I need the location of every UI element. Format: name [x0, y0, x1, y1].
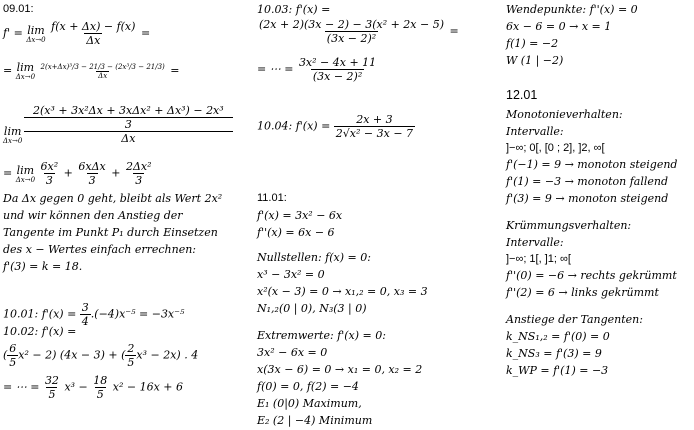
eq-1003-line1: $\frac{\text{(2x + 2)(3x − 2) − 3(x² + 2x − 5)}}{\text{(3x − 2)²}}$ =: [259, 18, 459, 45]
lim-operator: lim Δx→0: [26, 23, 46, 44]
tangent-slope: k_NS₁,₂ = f'(0) = 0: [506, 330, 610, 343]
eq-0901-line3: [3, 104, 231, 145]
expanded-quotient: $\frac{\frac{\text{2(x³ + 3x²Δx + 3xΔx² + Δx³) − 2x³}}{3}}{\Delta x}$: [26, 104, 231, 145]
extremwerte-step: x(3x − 6) = 0 → x₁ = 0, x₂ = 2: [257, 363, 423, 376]
eq-1002-title: 10.02: f'(x) =: [3, 325, 77, 338]
title-1201: 12.01: [506, 88, 538, 102]
tangent-slope: k_WP = f'(1) = −3: [506, 364, 609, 377]
eq-1002-line1: ( $\frac{6}{5}$ x² − 2) (4x − 3) + ( $\frac{2}{5}$ x³ − 2x) . 4: [3, 342, 199, 369]
intervals-label: Intervalle:: [506, 236, 564, 249]
derivative-2: f''(x) = 6x − 6: [257, 226, 335, 239]
intervals-values: ]−∞; 0[, [0 ; 2], ]2, ∞[: [506, 142, 605, 154]
text-line: und wir können den Anstieg der: [3, 209, 183, 222]
extremwerte-heading: Extremwerte: f'(x) = 0:: [257, 329, 386, 342]
extremwerte-step: 3x² − 6x = 0: [257, 346, 328, 359]
derivative-1: f'(x) = 3x² − 6x: [257, 209, 343, 222]
wendepunkt-result: W (1 | −2): [506, 54, 564, 67]
eq-0901-line2: = lim Δx→0 $\frac{\text{2(x+Δx)³/3 − 21/3 − (2x³/3 − 21/3)}}{\Delta x}$ =: [3, 61, 180, 81]
wendepunkte-heading: Wendepunkte: f''(x) = 0: [506, 3, 638, 16]
intervals-values: ]−∞; 1[, ]1; ∞[: [506, 253, 571, 265]
eq-1001: 10.01: f'(x) = $\frac{3}{4}$ .(−4)x⁻⁵ = −3x⁻⁵: [3, 301, 185, 328]
wendepunkte-step: f(1) = −2: [506, 37, 559, 50]
text-line: des x − Wertes einfach errechnen:: [3, 243, 197, 256]
title-0901: 09.01:: [3, 3, 34, 15]
monotonie-test: f'(1) = −3 → monoton fallend: [506, 175, 668, 188]
monotonie-test: f'(−1) = 9 → monoton steigend: [506, 158, 678, 171]
eq-0901-line4: = lim Δx→0 $\frac{\text{6x²}}{3}$ + $\frac{\text{6xΔx}}{3}$ + $\frac{\text{2Δx²}}{3}$: [3, 160, 152, 187]
difference-quotient: $\frac{f(x + \Delta x) - f(x)}{\Delta x}$: [51, 20, 136, 47]
nullstellen-step: x²(x − 3) = 0 → x₁,₂ = 0, x₃ = 3: [257, 285, 428, 298]
text-line: Tangente im Punkt P₁ durch Einsetzen: [3, 226, 218, 239]
monotonie-test: f'(3) = 9 → monoton steigend: [506, 192, 669, 205]
text-line: Da Δx gegen 0 geht, bleibt als Wert 2x²: [3, 192, 223, 205]
eq-1003-result: = ⋯ = $\frac{\text{3x² − 4x + 11}}{\text{(3x − 2)²}}$: [257, 56, 377, 83]
lim-operator: lim Δx→0: [15, 163, 36, 184]
substituted-quotient: $\frac{\text{2(x+Δx)³/3 − 21/3 − (2x³/3 − 21/3)}}{\Delta x}$: [40, 62, 165, 80]
nullstellen-step: x³ − 3x² = 0: [257, 268, 325, 281]
eq-0901-line1: f' = lim Δx→0 $\frac{f(x + \Delta x) - f(x)}{\Delta x}$ =: [3, 20, 151, 47]
wendepunkte-step: 6x − 6 = 0 → x = 1: [506, 20, 612, 33]
extremwerte-step: f(0) = 0, f(2) = −4: [257, 380, 359, 393]
extremum-max: E₁ (0|0) Maximum,: [257, 397, 362, 410]
eq-1002-result: = ⋯ = $\frac{32}{5}$ x³ − $\frac{18}{5}$ x² − 16x + 6: [3, 374, 183, 401]
tangenten-heading: Anstiege der Tangenten:: [506, 313, 643, 326]
tangent-slope: k_NS₃ = f'(3) = 9: [506, 347, 602, 360]
kruemmung-test: f''(2) = 6 → links gekrümmt: [506, 286, 659, 299]
kruemmung-heading: Krümmungsverhalten:: [506, 219, 632, 232]
title-1101: 11.01:: [257, 192, 287, 204]
monotonie-heading: Monotonieverhalten:: [506, 108, 623, 121]
nullstellen-result: N₁,₂(0 | 0), N₃(3 | 0): [257, 302, 367, 315]
intervals-label: Intervalle:: [506, 125, 564, 138]
text-line: f'(3) = k = 18.: [3, 260, 83, 273]
lim-operator: lim Δx→0: [3, 124, 23, 145]
extremum-min: E₂ (2 | −4) Minimum: [257, 414, 373, 427]
eq-1003-title: 10.03: f'(x) =: [257, 3, 331, 16]
eq-lhs: f' =: [3, 26, 23, 40]
kruemmung-test: f''(0) = −6 → rechts gekrümmt: [506, 269, 677, 282]
eq-1004: 10.04: f'(x) = $\frac{2x + 3}{\text{2√x² − 3x − 7}}$: [257, 113, 414, 140]
nullstellen-heading: Nullstellen: f(x) = 0:: [257, 251, 371, 264]
lim-operator: lim Δx→0: [15, 61, 36, 81]
